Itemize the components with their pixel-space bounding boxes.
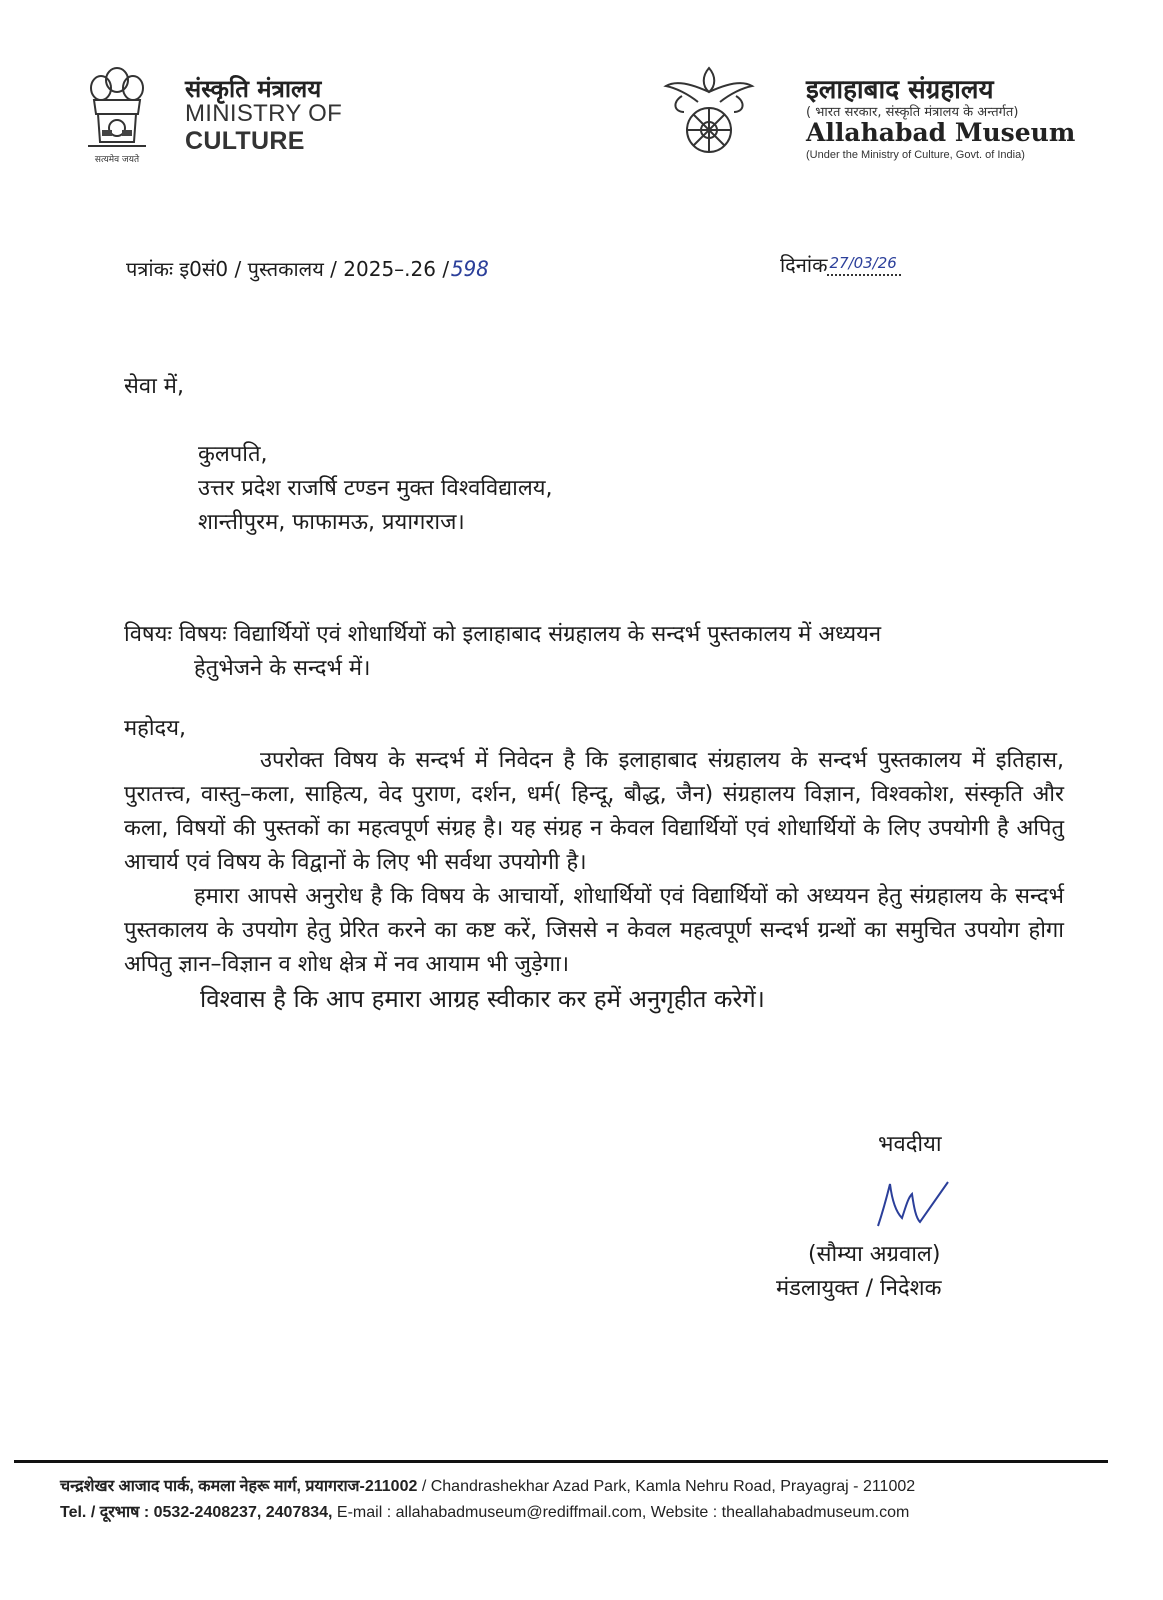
reference-prefix: पत्रांकः इ0सं0 / पुस्तकालय / 2025–.26 / — [126, 257, 450, 281]
signature-icon — [872, 1178, 952, 1240]
salutation-to: सेवा में, — [124, 374, 184, 399]
subject-label: विषयः — [124, 622, 172, 647]
paragraph-3: विश्वास है कि आप हमारा आग्रह स्वीकार कर हमें अनुगृहीत करेगें। — [200, 985, 765, 1013]
footer-address — [60, 1474, 915, 1496]
footer-email-label: E-mail : — [336, 1504, 392, 1521]
recipient-line3: शान्तीपुरम, फाफामऊ, प्रयागराज। — [198, 510, 465, 535]
recipient-address — [198, 438, 553, 540]
date-line — [780, 251, 901, 278]
footer-contact — [60, 1500, 909, 1522]
footer-tel-numbers: 0532-2408237, 2407834, — [153, 1504, 333, 1521]
ministry-english-line1: MINISTRY OF — [185, 100, 343, 127]
museum-english-title: Allahabad Museum — [806, 118, 1076, 147]
signatory-designation: मंडलायुक्त / निदेशक — [776, 1276, 942, 1301]
date-label: दिनांक — [780, 253, 828, 277]
letter-body — [124, 744, 1064, 1016]
footer-website-label: Website : — [650, 1504, 718, 1521]
footer-address-english: / Chandrashekhar Azad Park, Kamla Nehru Road, Prayagraj - 211002 — [421, 1478, 916, 1495]
recipient-line2: उत्तर प्रदेश राजर्षि टण्डन मुक्त विश्वविद्यालय, — [198, 476, 553, 501]
footer-tel-label: Tel. / दूरभाष : — [60, 1504, 150, 1521]
museum-english-subtitle: (Under the Ministry of Culture, Govt. of India) — [806, 149, 1025, 161]
footer-website[interactable]: theallahabadmuseum.com — [721, 1504, 910, 1521]
date-value: 27/03/26 — [827, 254, 900, 276]
reference-line — [126, 255, 489, 282]
emblem-motto: सत्यमेव जयते — [94, 155, 140, 165]
recipient-line1: कुलपति, — [198, 442, 268, 467]
museum-hindi-subtitle: ( भारत सरकार, संस्कृति मंत्रालय के अन्तर्गत) — [806, 105, 1019, 120]
closing: भवदीया — [878, 1132, 942, 1157]
footer-divider — [14, 1460, 1108, 1463]
reference-number: 598 — [451, 257, 490, 281]
museum-logo-icon — [662, 62, 756, 166]
ministry-hindi-title: संस्कृति मंत्रालय — [185, 75, 322, 103]
ministry-english-line2: CULTURE — [185, 127, 305, 155]
signatory-name: (सौम्या अग्रवाल) — [808, 1242, 941, 1267]
paragraph-2: हमारा आपसे अनुरोध है कि विषय के आचार्यो, शोधार्थियों एवं विद्यार्थियों को अध्ययन हेतु संग्रहालय के सन्दर्भ पुस्तकालय के उपयोग हेतु प्रेरित करने का कष्ट करें, जिससे न केवल महत्वपूर्ण सन्दर्भ ग्रन्थों का समुचित उपयोग होगा अपितु ज्ञान–विज्ञान व शोध क्षेत्र में नव आयाम भी जुड़ेगा। — [124, 884, 1064, 977]
subject-block — [124, 618, 1064, 686]
greeting: महोदय, — [124, 716, 186, 741]
national-emblem-icon — [84, 62, 150, 170]
paragraph-1: उपरोक्त विषय के सन्दर्भ में निवेदन है कि इलाहाबाद संग्रहालय के सन्दर्भ पुस्तकालय में इतिहास, पुरातत्त्व, वास्तु–कला, साहित्य, वेद पुराण, दर्शन, धर्म( हिन्दू, बौद्ध, जैन) संग्रहालय विज्ञान, विश्वकोश, संस्कृति और कला, विषयों की पुस्तकों का महत्वपूर्ण संग्रह है। यह संग्रह न केवल विद्यार्थियों एवं शोधार्थियों के लिए उपयोगी है अपितु आचार्य एवं विषय के विद्वानों के लिए भी सर्वथा उपयोगी है। — [124, 748, 1064, 875]
subject-line1: विषयः विद्यार्थियों एवं शोधार्थियों को इलाहाबाद संग्रहालय के सन्दर्भ पुस्तकालय में अध्ययन — [178, 622, 882, 647]
museum-hindi-title: इलाहाबाद संग्रहालय — [806, 75, 994, 105]
footer-email[interactable]: allahabadmuseum@rediffmail.com, — [395, 1504, 647, 1521]
footer-address-hindi: चन्द्रशेखर आजाद पार्क, कमला नेहरू मार्ग, प्रयागराज-211002 — [60, 1478, 418, 1495]
subject-line2: हेतुभेजने के सन्दर्भ में। — [194, 656, 371, 681]
